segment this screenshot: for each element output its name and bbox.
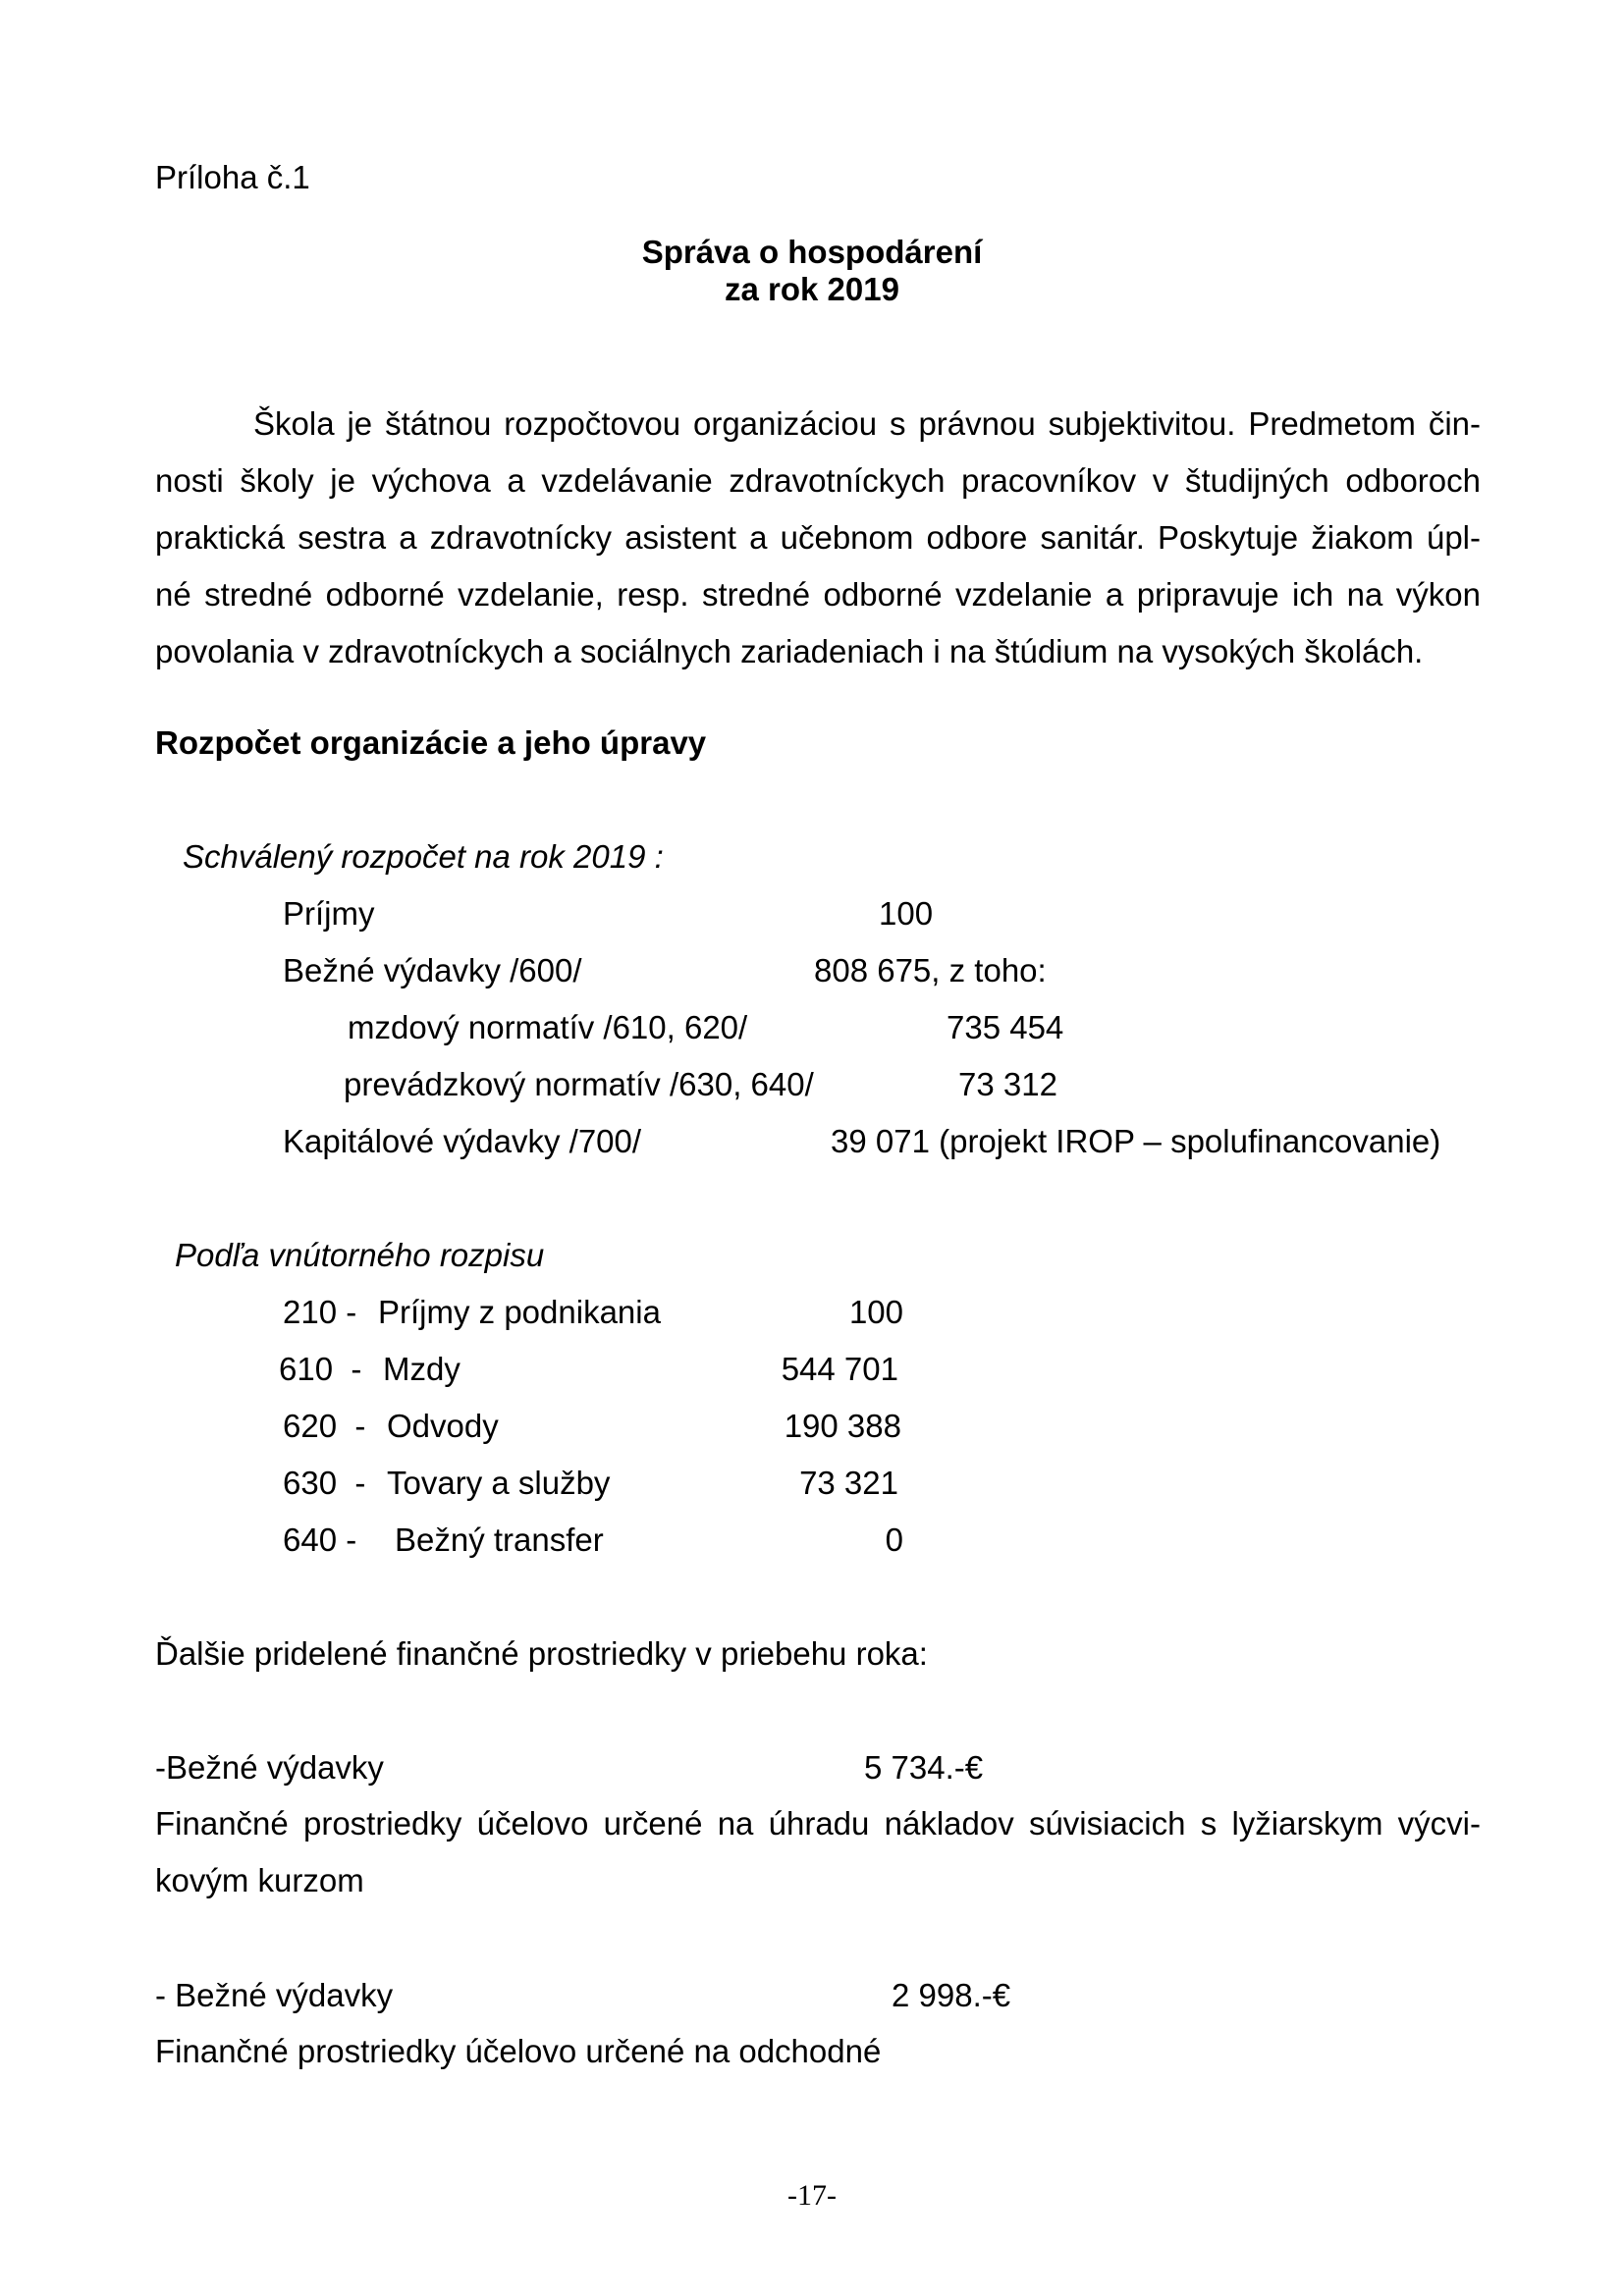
- annex-label: Príloha č.1: [155, 159, 310, 195]
- internal-row-label: Odvody: [387, 1408, 499, 1444]
- approved-budget-heading: Schválený rozpočet na rok 2019 :: [183, 838, 664, 875]
- intro-line: Škola je štátnou rozpočtovou organizáciou s právnou subjektivitou. Predmetom čin-: [253, 405, 1481, 442]
- additional-item-amount: 2 998.-€: [892, 1977, 1011, 2013]
- internal-row-code: 620 -: [283, 1408, 366, 1444]
- approved-row-value: 100: [879, 895, 934, 932]
- intro-line: nosti školy je výchova a vzdelávanie zdravotníckych pracovníkov v študijných odboroch: [155, 462, 1481, 499]
- approved-row-label: Kapitálové výdavky /700/: [283, 1123, 642, 1159]
- internal-row-code: 640 -: [283, 1522, 357, 1558]
- internal-allocation-heading: Podľa vnútorného rozpisu: [175, 1237, 545, 1273]
- approved-row-value: 39 071 (projekt IROP – spolufinancovanie): [831, 1123, 1441, 1159]
- additional-funds-heading: Ďalšie pridelené finančné prostriedky v priebehu roka:: [155, 1635, 928, 1672]
- additional-item-description: [155, 2023, 1481, 2080]
- description-line: Finančné prostriedky účelovo určené na úhradu nákladov súvisiacich s lyžiarskym výcvi-: [155, 1805, 1481, 1842]
- approved-row-value: 808 675, z toho:: [814, 952, 1047, 988]
- additional-item-label: - Bežné výdavky: [155, 1977, 394, 2013]
- internal-row-value: 544 701: [781, 1351, 898, 1387]
- internal-row-code: 630 -: [283, 1465, 366, 1501]
- approved-row-value: 73 312: [958, 1066, 1057, 1102]
- document-title-line2: za rok 2019: [725, 271, 899, 307]
- approved-row-label: mzdový normatív /610, 620/: [348, 1009, 748, 1045]
- internal-row-label: Bežný transfer: [395, 1522, 604, 1558]
- description-line: kovým kurzom: [155, 1862, 364, 1898]
- internal-row-label: Mzdy: [383, 1351, 460, 1387]
- intro-line: né stredné odborné vzdelanie, resp. stredné odborné vzdelanie a pripravuje ich na výkon: [155, 576, 1481, 613]
- internal-row-code: 210 -: [283, 1294, 357, 1330]
- additional-item-label: -Bežné výdavky: [155, 1749, 384, 1786]
- approved-row-label: prevádzkový normatív /630, 640/: [344, 1066, 814, 1102]
- page-number: -17-: [787, 2179, 837, 2212]
- approved-row-label: Príjmy: [283, 895, 375, 932]
- internal-row-value: 100: [848, 1294, 903, 1330]
- description-line: Finančné prostriedky účelovo určené na odchodné: [155, 2033, 882, 2069]
- intro-line: praktická sestra a zdravotnícky asistent a učebnom odbore sanitár. Poskytuje žiakom úpl-: [155, 519, 1481, 556]
- approved-row-label: Bežné výdavky /600/: [283, 952, 582, 988]
- internal-row-value: 0: [885, 1522, 903, 1558]
- internal-row-value: 190 388: [784, 1408, 901, 1444]
- internal-row-label: Tovary a služby: [387, 1465, 611, 1501]
- intro-line: povolania v zdravotníckych a sociálnych zariadeniach i na štúdium na vysokých školách.: [155, 633, 1424, 669]
- internal-row-value: 73 321: [799, 1465, 898, 1501]
- intro-paragraph: [155, 396, 1481, 680]
- additional-item-description: [155, 1795, 1481, 1909]
- document-title-line1: Správa o hospodárení: [641, 234, 983, 270]
- additional-item-amount: 5 734.-€: [864, 1749, 984, 1786]
- internal-row-label: Príjmy z podnikania: [378, 1294, 661, 1330]
- approved-row-value: 735 454: [947, 1009, 1064, 1045]
- budget-section-heading: Rozpočet organizácie a jeho úpravy: [155, 724, 707, 761]
- internal-row-code: 610 -: [279, 1351, 362, 1387]
